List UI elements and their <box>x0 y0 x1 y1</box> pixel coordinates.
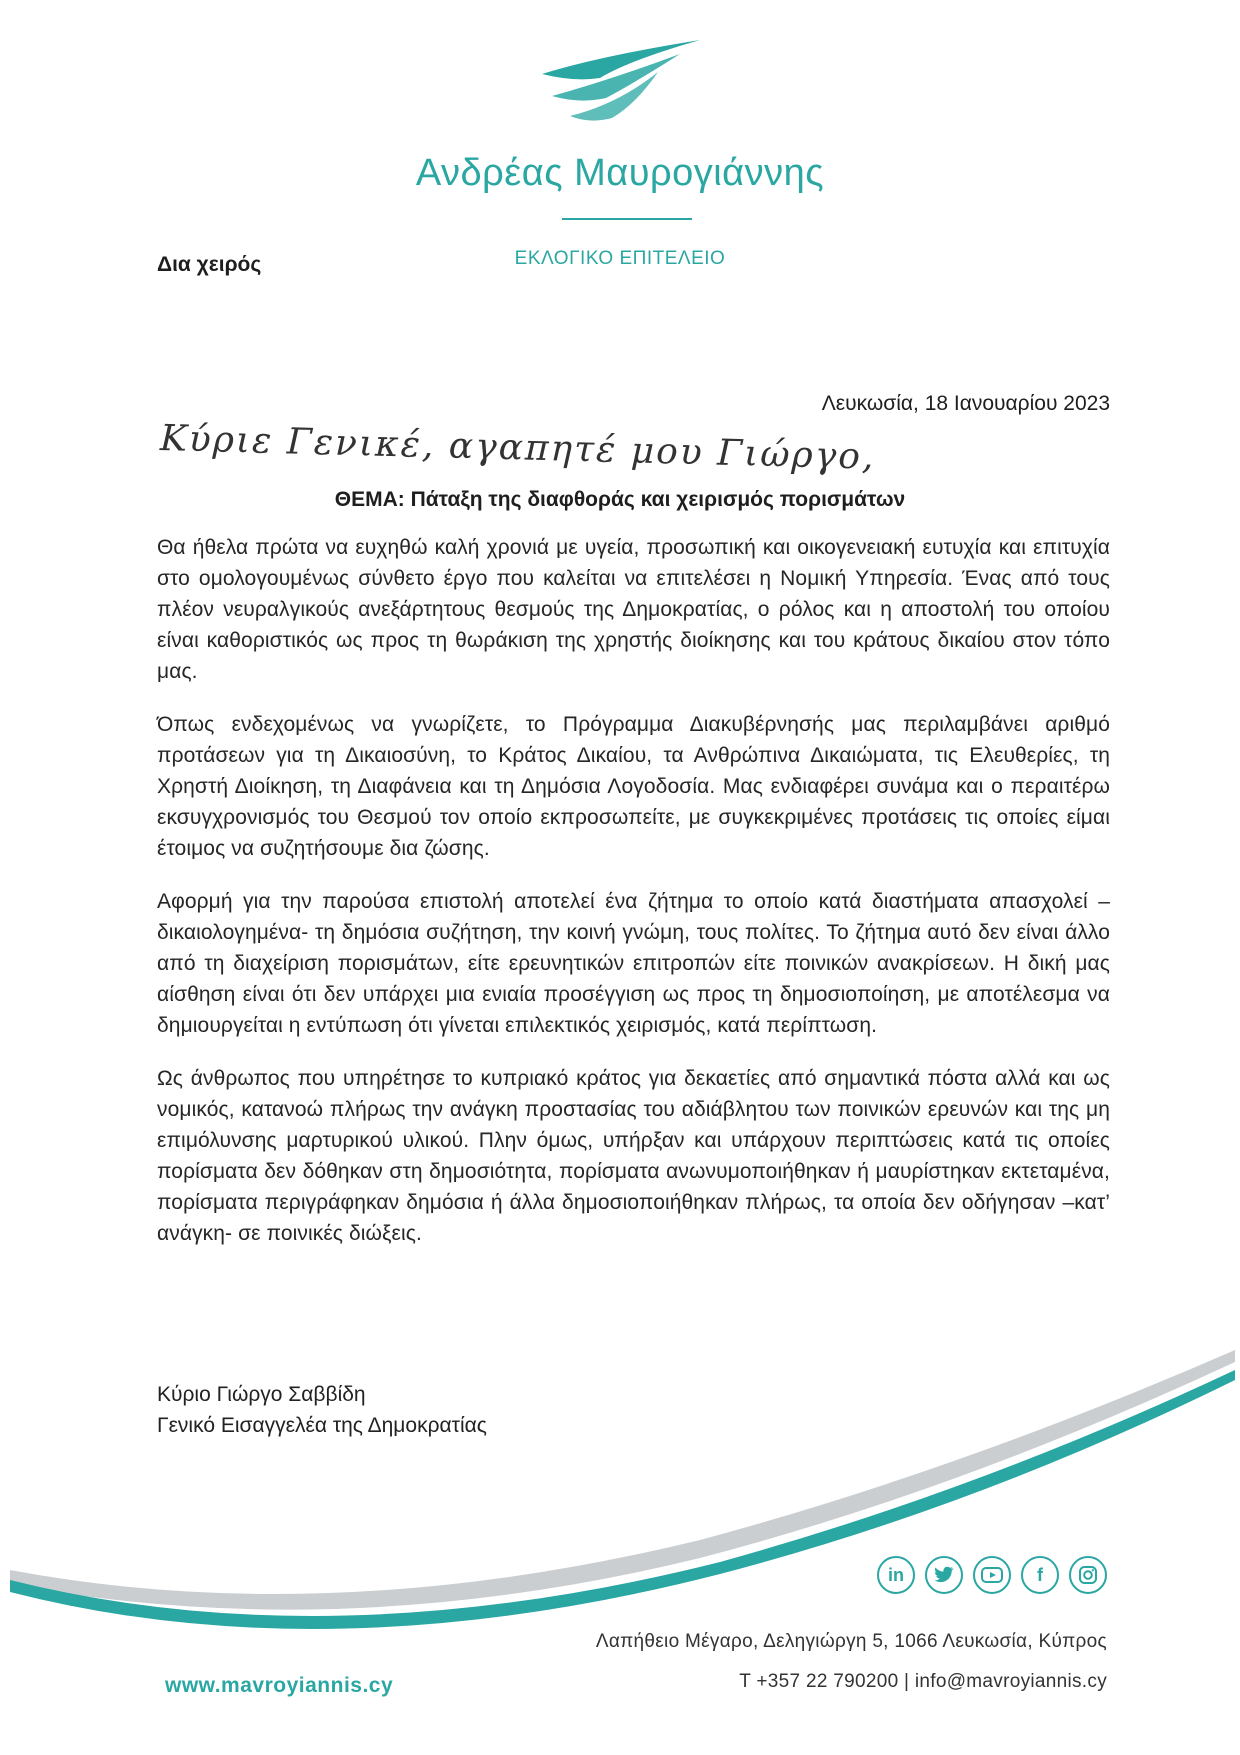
footer-contact: T +357 22 790200 | info@mavroyiannis.cy <box>739 1671 1107 1692</box>
wing-swoosh-icon <box>540 40 710 125</box>
body-paragraph-4: Ως άνθρωπος που υπηρέτησε το κυπριακό κράτος για δεκαετίες από σημαντικά πόστα αλλά και ως νομικός, κατανοώ πλήρως την ανάγκη προστασίας του αδιάβλητου των ποινικών ερευνών και της μη επιμόλυνσης μαρτυρικού υλικού. Πλην όμως, υπήρξαν και υπάρχουν περιπτώσεις κατά τις οποίες πορίσματα δεν δόθηκαν στη δημοσιότητα, πορίσματα ανωνυμοποιήθηκαν ή μαυρίστηκαν εκτεταμένα, πορίσματα περιγράφηκαν δημόσια ή άλλα δημοσιοποιήθηκαν πλήρως, τα οποία δεν οδήγησαν –κατ’ ανάγκη- σε ποινικές διώξεις. <box>157 1067 1110 1245</box>
youtube-play-glyph <box>981 1567 1003 1583</box>
instagram-camera-glyph <box>1078 1565 1098 1585</box>
instagram-icon[interactable] <box>1069 1556 1107 1594</box>
letter-body <box>157 532 1110 1271</box>
brand-divider <box>562 218 692 220</box>
recipient-title: Γενικό Εισαγγελέα της Δημοκρατίας <box>157 1414 487 1437</box>
youtube-icon[interactable] <box>973 1556 1011 1594</box>
body-paragraph-3: Αφορμή για την παρούσα επιστολή αποτελεί ένα ζήτημα το οποίο κατά διαστήματα απασχολεί –δικαιολογημένα- τη δημόσια συζήτηση, την κοινή γνώμη, τους πολίτες. Το ζήτημα αυτό δεν είναι άλλο από τη διαχείριση πορισμάτων, είτε ερευνητικών επιτροπών είτε ποινικών ανακρίσεων. Η δική μας αίσθηση είναι ότι δεν υπάρχει μια ενιαία προσέγγιση ως προς τη δημοσιοποίηση, με αποτέλεσμα να δημιουργείται η εντύπωση ότι γίνεται επιλεκτικός χειρισμός, κατά περίπτωση. <box>157 890 1110 1037</box>
linkedin-icon[interactable]: in <box>877 1556 915 1594</box>
body-paragraph-1: Θα ήθελα πρώτα να ευχηθώ καλή χρονιά με υγεία, προσωπική και οικογενειακή ευτυχία και επιτυχία στο ομολογουμένως σύνθετο έργο που καλείται να επιτελέσει η Νομική Υπηρεσία. Ένας από τους πλέον νευραλγικούς ανεξάρτητους θεσμούς της Δημοκρατίας, ο ρόλος και η αποστολή του οποίου είναι καθοριστικός ως προς τη θωράκιση της χρηστής διοίκησης και του κράτους δικαίου στον τόπο μας. <box>157 536 1110 683</box>
brand-subtitle: ΕΚΛΟΓΙΚΟ ΕΠΙΤΕΛΕΙΟ <box>514 248 726 269</box>
social-links <box>877 1556 1107 1594</box>
twitter-icon[interactable] <box>925 1556 963 1594</box>
letter-subject: ΘΕΜΑ: Πάταξη της διαφθοράς και χειρισμός πορισμάτων <box>334 488 906 511</box>
body-paragraph-2: Όπως ενδεχομένως να γνωρίζετε, το Πρόγραμμα Διακυβέρνησής μας περιλαμβάνει αριθμό προτάσεων για τη Δικαιοσύνη, το Κράτος Δικαίου, τα Ανθρώπινα Δικαιώματα, τις Ελευθερίες, τη Χρηστή Διοίκηση, τη Διαφάνεια και τη Δημόσια Λογοδοσία. Μας ενδιαφέρει συνάμα και ο περαιτέρω εκσυγχρονισμός του Θεσμού τον οποίο εκπροσωπείτε, με συγκεκριμένες προτάσεις τις οποίες είμαι έτοιμος να συζητήσουμε δια ζώσης. <box>157 713 1110 860</box>
delivery-note: Δια χειρός <box>157 253 262 276</box>
handwritten-salutation: Κύριε Γενικέ, αγαπητέ μου Γιώργο, <box>159 418 876 478</box>
footer-swoosh <box>0 1330 1240 1650</box>
footer-address: Λαπήθειο Μέγαρο, Δεληγιώργη 5, 1066 Λευκωσία, Κύπρος <box>595 1631 1107 1652</box>
letter-date: Λευκωσία, 18 Ιανουαρίου 2023 <box>821 392 1110 415</box>
recipient-name: Κύριο Γιώργο Σαββίδη <box>157 1383 366 1406</box>
brand-name: Ανδρέας Μαυρογιάννης <box>415 152 825 194</box>
twitter-bird-glyph <box>934 1566 954 1584</box>
facebook-icon[interactable]: f <box>1021 1556 1059 1594</box>
footer-website-link[interactable]: www.mavroyiannis.cy <box>165 1674 394 1697</box>
